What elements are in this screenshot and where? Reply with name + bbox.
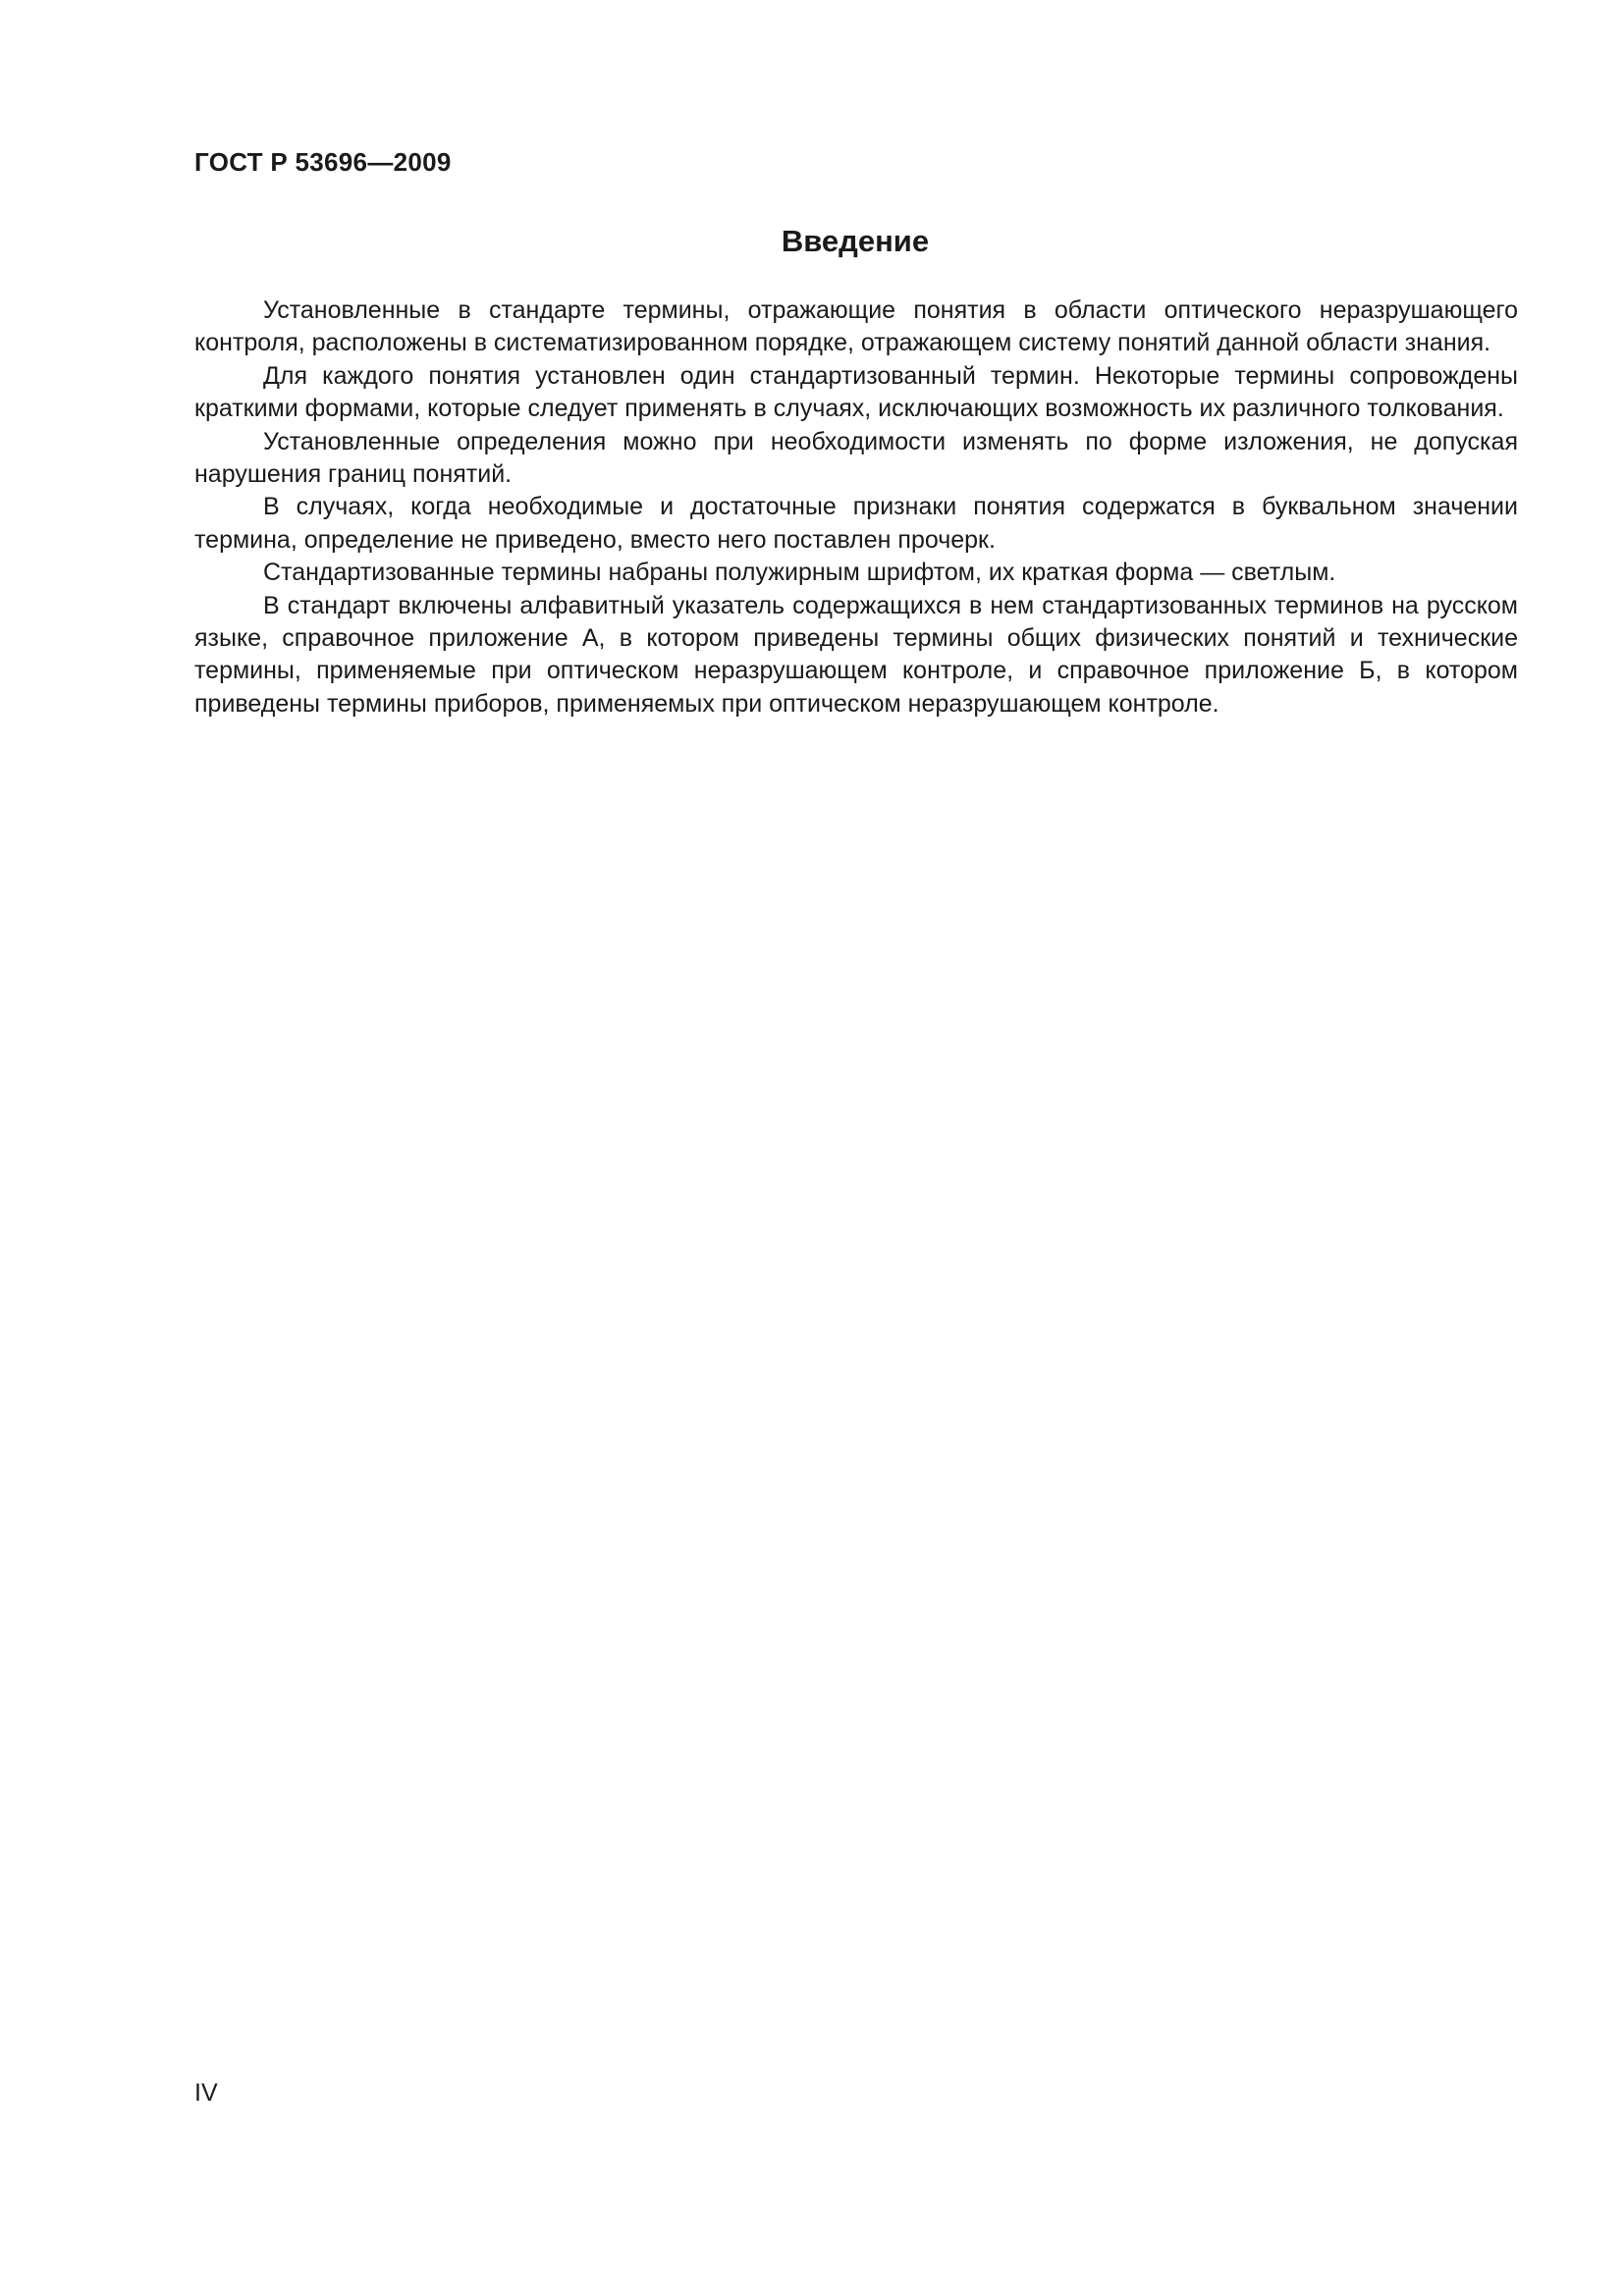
section-title: Введение [781, 224, 930, 258]
paragraph: Установленные в стандарте термины, отражающие понятия в области оптического неразрушающего контроля, расположены в систематизированном порядке, отражающем систему понятий данной области знания. [194, 296, 1518, 357]
paragraph: Установленные определения можно при необходимости изменять по форме изложения, не допуская нарушения границ понятий. [194, 427, 1518, 489]
document-code: ГОСТ Р 53696—2009 [194, 147, 452, 177]
body-text [194, 294, 1518, 721]
paragraph: В случаях, когда необходимые и достаточные признаки понятия содержатся в буквальном значении термина, определение не приведено, вместо него поставлен прочерк. [194, 493, 1518, 554]
paragraph: В стандарт включены алфавитный указатель содержащихся в нем стандартизованных терминов на русском языке, справочное приложение А, в котором приведены термины общих физических понятий и технические термины, применяемые при оптическом неразрушающем контроле, и справочное приложение Б, в котором приведены термины приборов, применяемых при оптическом неразрушающем контроле. [194, 591, 1518, 718]
page-number: IV [194, 2079, 218, 2107]
paragraph: Стандартизованные термины набраны полужирным шрифтом, их краткая форма — светлым. [263, 559, 1336, 587]
paragraph: Для каждого понятия установлен один стандартизованный термин. Некоторые термины сопровождены краткими формами, которые следует применять в случаях, исключающих возможность их различного толкования. [194, 361, 1518, 423]
